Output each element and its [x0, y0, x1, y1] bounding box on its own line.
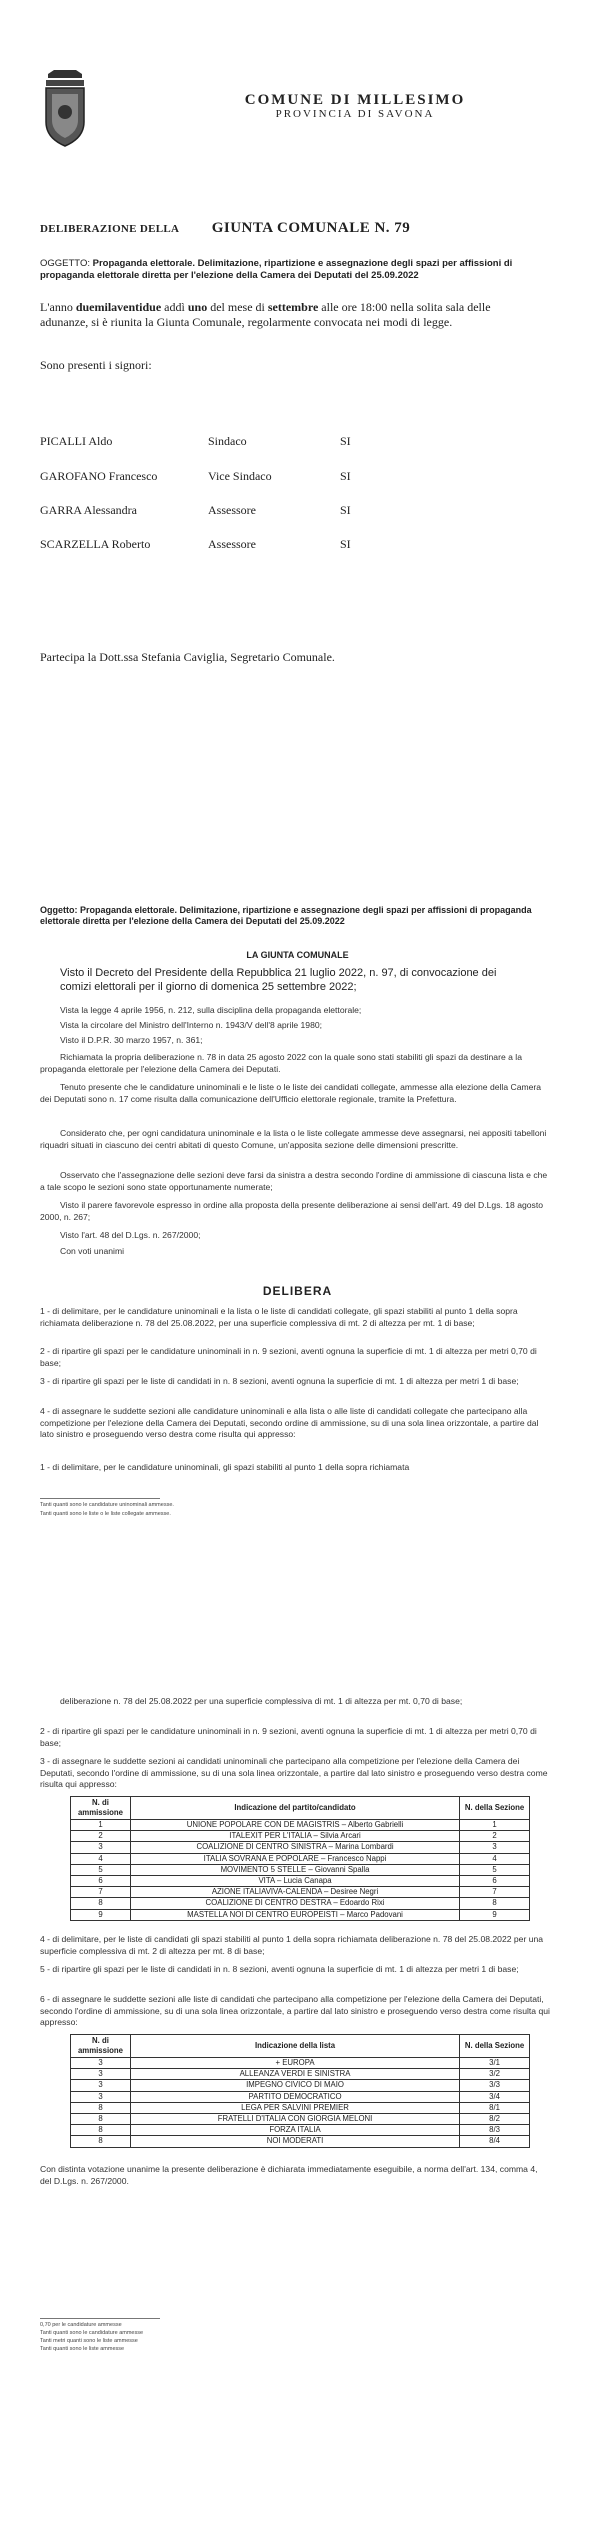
member-present: SI: [340, 503, 351, 517]
visto-legge: Vista la legge 4 aprile 1956, n. 212, sulla disciplina della propaganda elettorale;: [60, 1005, 362, 1015]
col-header: N. di ammissione: [71, 2035, 131, 2058]
table-row: [71, 2136, 530, 2147]
con-voti: Con voti unanimi: [60, 1246, 125, 1256]
cell: 8: [71, 2125, 131, 2136]
comune-crest-logo: [40, 70, 90, 150]
cell: 8/3: [460, 2125, 530, 2136]
cell: IMPEGNO CIVICO DI MAIO: [130, 2080, 459, 2091]
cell: PARTITO DEMOCRATICO: [130, 2091, 459, 2102]
visto-parere-paragraph: Visto il parere favorevole espresso in ordine alla proposta della presente deliberazione ai sensi dell'art. 49 del D.Lgs. 18 agosto 2000, n. 267;: [40, 1200, 544, 1222]
member-present: SI: [340, 469, 351, 483]
cell: LEGA PER SALVINI PREMIER: [130, 2102, 459, 2113]
table-liste: [70, 2034, 530, 2148]
continued-paragraph: deliberazione n. 78 del 25.08.2022 per una superficie complessiva di mt. 1 di altezza per mt. 0,70 di base;: [60, 1696, 463, 1706]
cell: FORZA ITALIA: [130, 2125, 459, 2136]
cell: 3: [71, 2058, 131, 2069]
footnote: Tanti metri quanti sono le liste ammesse: [40, 2338, 138, 2344]
cell: NOI MODERATI: [130, 2136, 459, 2147]
table-row: [71, 1887, 530, 1898]
anno-c: addì: [161, 300, 188, 314]
cell: 3/4: [460, 2091, 530, 2102]
cell: + EUROPA: [130, 2058, 459, 2069]
member-name: PICALLI Aldo: [40, 434, 113, 448]
col-header: Indicazione della lista: [130, 2035, 459, 2058]
closing-paragraph: Con distinta votazione unanime la presente deliberazione è dichiarata immediatamente eseguibile, a norma dell'art. 134, comma 4, del D.Lgs. n. 267/2000.: [40, 2164, 538, 2186]
cell: MASTELLA NOI DI CENTRO EUROPEISTI – Marco Padovani: [130, 1909, 459, 1920]
table-row: [71, 2080, 530, 2091]
visto-art-paragraph: Visto l'art. 48 del D.Lgs. n. 267/2000;: [60, 1230, 201, 1240]
cell: 6: [460, 1875, 530, 1886]
cell: 8/4: [460, 2136, 530, 2147]
anno-f: settembre: [267, 300, 319, 314]
cell: 8: [71, 2102, 131, 2113]
oggetto-page1: [40, 258, 540, 282]
cell: 3: [71, 2069, 131, 2080]
comune-name: COMUNE DI MILLESIMO: [244, 92, 466, 108]
member-role: Sindaco: [208, 434, 247, 448]
cell: 3/2: [460, 2069, 530, 2080]
cell: 6: [71, 1875, 131, 1886]
cell: VITA – Lucia Canapa: [130, 1875, 459, 1886]
table-row: [71, 2125, 530, 2136]
delibera-heading: DELIBERA: [262, 1284, 333, 1298]
table-row: [71, 2069, 530, 2080]
cell: 7: [71, 1887, 131, 1898]
footnote: Tanti quanti sono le candidature ammesse: [40, 2330, 144, 2336]
table-row: [71, 1842, 530, 1853]
member-role: Assessore: [208, 503, 256, 517]
table-row: [71, 1820, 530, 1831]
visto-dpr: Visto il D.P.R. 30 marzo 1957, n. 361;: [60, 1035, 203, 1045]
cell: 3: [71, 2091, 131, 2102]
cell: ITALEXIT PER L'ITALIA – Silvia Arcari: [130, 1831, 459, 1842]
delibera-item: 2 - di ripartire gli spazi per le candidature uninominali in n. 9 sezioni, aventi ognuna la superficie di mt. 1 di altezza per metri 0,70 di base;: [40, 1726, 537, 1748]
table-row: [71, 2091, 530, 2102]
cell: 8: [460, 1898, 530, 1909]
col-header: N. di ammissione: [71, 1797, 131, 1820]
cell: 3: [460, 1842, 530, 1853]
member-name: GAROFANO Francesco: [40, 469, 158, 483]
delibera-item: 4 - di delimitare, per le liste di candidati gli spazi stabiliti al punto 1 della sopra richiamata deliberazione n. 78 del 25.08.2022 per una superficie complessiva di mt. 2 di altezza per mt. 8 di base;: [40, 1934, 544, 1956]
cell: 3: [71, 1842, 131, 1853]
table-row: [71, 1909, 530, 1920]
delibera-item: 3 - di ripartire gli spazi per le liste di candidati in n. 8 sezioni, aventi ognuna la superficie di mt. 1 di altezza per metri 1 di base;: [40, 1376, 519, 1386]
footnote-divider: [40, 1498, 160, 1499]
osservato-paragraph: Osservato che l'assegnazione delle sezioni deve farsi da sinistra a destra secondo l'ordine di ammissione di ciascuna lista e che a tale scopo le sezioni sono state opportunamente numerate;: [40, 1170, 548, 1192]
member-role: Vice Sindaco: [208, 469, 272, 483]
delib-prefix: DELIBERAZIONE DELLA: [40, 223, 179, 235]
cell: 5: [71, 1864, 131, 1875]
table-row: [71, 2102, 530, 2113]
table-row: [71, 1853, 530, 1864]
cell: 2: [460, 1831, 530, 1842]
cell: COALIZIONE DI CENTRO DESTRA – Edoardo Rixi: [130, 1898, 459, 1909]
cell: 8: [71, 1898, 131, 1909]
delibera-item: 3 - di assegnare le suddette sezioni ai candidati uninominali che partecipano alla competizione per l'elezione della Camera dei Deputati, secondo l'ordine di ammissione, su di una sola linea orizzontale, a partire dal lato sinistro e proseguendo verso destra come risulta qui appresso:: [40, 1756, 548, 1789]
cell: 3: [71, 2080, 131, 2091]
cell: AZIONE ITALIAVIVA-CALENDA – Desiree Negri: [130, 1887, 459, 1898]
delibera-item: 1 - di delimitare, per le candidature uninominali e la lista o le liste di candidati collegate, gli spazi stabiliti al punto 1 della sopra richiamata deliberazione n. 78 del 25.08.2022, per una superficie complessiva di mt. 2 di altezza per mt. 1 di base;: [40, 1306, 518, 1328]
deliberation-title: [40, 220, 410, 237]
delibera-item: 5 - di ripartire gli spazi per le liste di candidati in n. 8 sezioni, aventi ognuna la superficie di mt. 1 di altezza per metri 1 di base;: [40, 1964, 519, 1974]
member-present: SI: [340, 537, 351, 551]
footnote: Tanti quanti sono le liste ammesse: [40, 2346, 125, 2352]
anno-a: L'anno: [40, 300, 76, 314]
footnote-divider: [40, 2318, 160, 2319]
cell: ALLEANZA VERDI E SINISTRA: [130, 2069, 459, 2080]
cell: COALIZIONE DI CENTRO SINISTRA – Marina Lombardi: [130, 1842, 459, 1853]
oggetto-label: OGGETTO:: [40, 258, 93, 269]
delibera-item: 4 - di assegnare le suddette sezioni alle candidature uninominali e alla lista o alle liste di candidati collegate che partecipano alla competizione per l'elezione della Camera dei Deputati, secondo ordine di ammissione, su di una sola linea orizzontale, a partire dal lato sinistro e proseguendo verso destra come risulta qui appresso:: [40, 1406, 539, 1439]
visto-circolare: Vista la circolare del Ministro dell'Interno n. 1943/V dell'8 aprile 1980;: [60, 1020, 323, 1030]
cell: 7: [460, 1887, 530, 1898]
col-header: N. della Sezione: [460, 1797, 530, 1820]
cell: 4: [460, 1853, 530, 1864]
cell: MOVIMENTO 5 STELLE – Giovanni Spalla: [130, 1864, 459, 1875]
delib-number: GIUNTA COMUNALE N. 79: [211, 220, 411, 236]
partecipa-segretario: Partecipa la Dott.ssa Stefania Caviglia, Segretario Comunale.: [40, 650, 335, 664]
footnote: Tanti quanti sono le candidature uninominali ammesse.: [40, 1502, 174, 1508]
visto-decreto: Visto il Decreto del Presidente della Repubblica 21 luglio 2022, n. 97, di convocazione dei comizi elettorali per il giorno di domenica 25 settembre 2022;: [60, 967, 497, 993]
anno-b: duemilaventidue: [75, 300, 162, 314]
member-name: GARRA Alessandra: [40, 503, 137, 517]
anno-e: del mese di: [207, 300, 268, 314]
cell: 1: [71, 1820, 131, 1831]
cell: 2: [71, 1831, 131, 1842]
delibera-item: 6 - di assegnare le suddette sezioni alle liste di candidati che partecipano alla competizione per l'elezione della Camera dei Deputati, secondo l'ordine di ammissione, su di una sola linea orizzontale, a partire dal lato sinistro e proseguendo verso destra come risulta qui appresso:: [40, 1994, 550, 2027]
sono-presenti: Sono presenti i signori:: [40, 358, 152, 372]
cell: 8: [71, 2136, 131, 2147]
footnote: Tanti quanti sono le liste o le liste collegate ammesse.: [40, 1511, 171, 1517]
tenuto-paragraph: Tenuto presente che le candidature uninominali e le liste o le liste dei candidati collegate, ammesse alla elezione della Camera dei Deputati sono n. 17 come risulta dalla comunicazione dell'Ufficio elettorale regionale, tramite la Prefettura.: [40, 1082, 542, 1104]
delibera-item: 2 - di ripartire gli spazi per le candidature uninominali in n. 9 sezioni, aventi ognuna la superficie di mt. 1 di altezza per metri 0,70 di base;: [40, 1346, 537, 1368]
oggetto-page2: Oggetto: Propaganda elettorale. Delimitazione, ripartizione e assegnazione degli spazi per affissioni di propaganda elettorale diretta per l'elezione della Camera dei Deputati del 25.09.2022: [40, 905, 532, 926]
oggetto-text: Propaganda elettorale. Delimitazione, ripartizione e assegnazione degli spazi per affissioni di propaganda elettorale diretta per l'elezione della Camera dei Deputati del 25.09.2022: [40, 258, 513, 281]
table-row: [71, 1898, 530, 1909]
cell: UNIONE POPOLARE CON DE MAGISTRIS – Alberto Gabrielli: [130, 1820, 459, 1831]
cell: 4: [71, 1853, 131, 1864]
member-role: Assessore: [208, 537, 256, 551]
cell: 9: [71, 1909, 131, 1920]
cell: 9: [460, 1909, 530, 1920]
footnote: 0,70 per le candidature ammesse: [40, 2322, 122, 2328]
cell: 8/2: [460, 2113, 530, 2124]
richiamata-paragraph: Richiamata la propria deliberazione n. 78 in data 25 agosto 2022 con la quale sono stati stabiliti gli spazi da destinare a la propaganda elettorale per l'elezione della Camera dei Deputati.: [40, 1052, 522, 1074]
cell: 8/1: [460, 2102, 530, 2113]
anno-d: uno: [187, 300, 208, 314]
cell: 8: [71, 2113, 131, 2124]
col-header: N. della Sezione: [460, 2035, 530, 2058]
table-row: [71, 1864, 530, 1875]
table-row: [71, 2113, 530, 2124]
member-present: SI: [340, 434, 351, 448]
cell: 3/3: [460, 2080, 530, 2091]
cell: 3/1: [460, 2058, 530, 2069]
member-name: SCARZELLA Roberto: [40, 537, 151, 551]
considerato-paragraph: Considerato che, per ogni candidatura uninominale e la lista o le liste collegate ammesse deve assegnarsi, nei appositi tabelloni riquadri situati in ciascuno dei centri abitati di questo Comune, un'apposita sezione delle dimensioni prescritte.: [40, 1128, 547, 1150]
anno-g: alle ore 18:00 nella solita sala delle adunanze, si è riunita la Giunta Comunale, regolarmente convocata nei modi di legge.: [40, 300, 491, 329]
col-header: Indicazione del partito/candidato: [130, 1797, 459, 1820]
anno-paragraph: [40, 300, 505, 330]
table-row: [71, 1831, 530, 1842]
giunta-heading: LA GIUNTA COMUNALE: [246, 950, 349, 960]
table-row: [71, 2058, 530, 2069]
cell: 5: [460, 1864, 530, 1875]
cell: 1: [460, 1820, 530, 1831]
cell: ITALIA SOVRANA E POPOLARE – Francesco Nappi: [130, 1853, 459, 1864]
table-row: [71, 1875, 530, 1886]
provincia-name: PROVINCIA DI SAVONA: [275, 108, 435, 120]
table-candidati: [70, 1796, 530, 1921]
delibera-item-continued: 1 - di delimitare, per le candidature uninominali, gli spazi stabiliti al punto 1 della sopra richiamata: [40, 1462, 410, 1472]
cell: FRATELLI D'ITALIA CON GIORGIA MELONI: [130, 2113, 459, 2124]
